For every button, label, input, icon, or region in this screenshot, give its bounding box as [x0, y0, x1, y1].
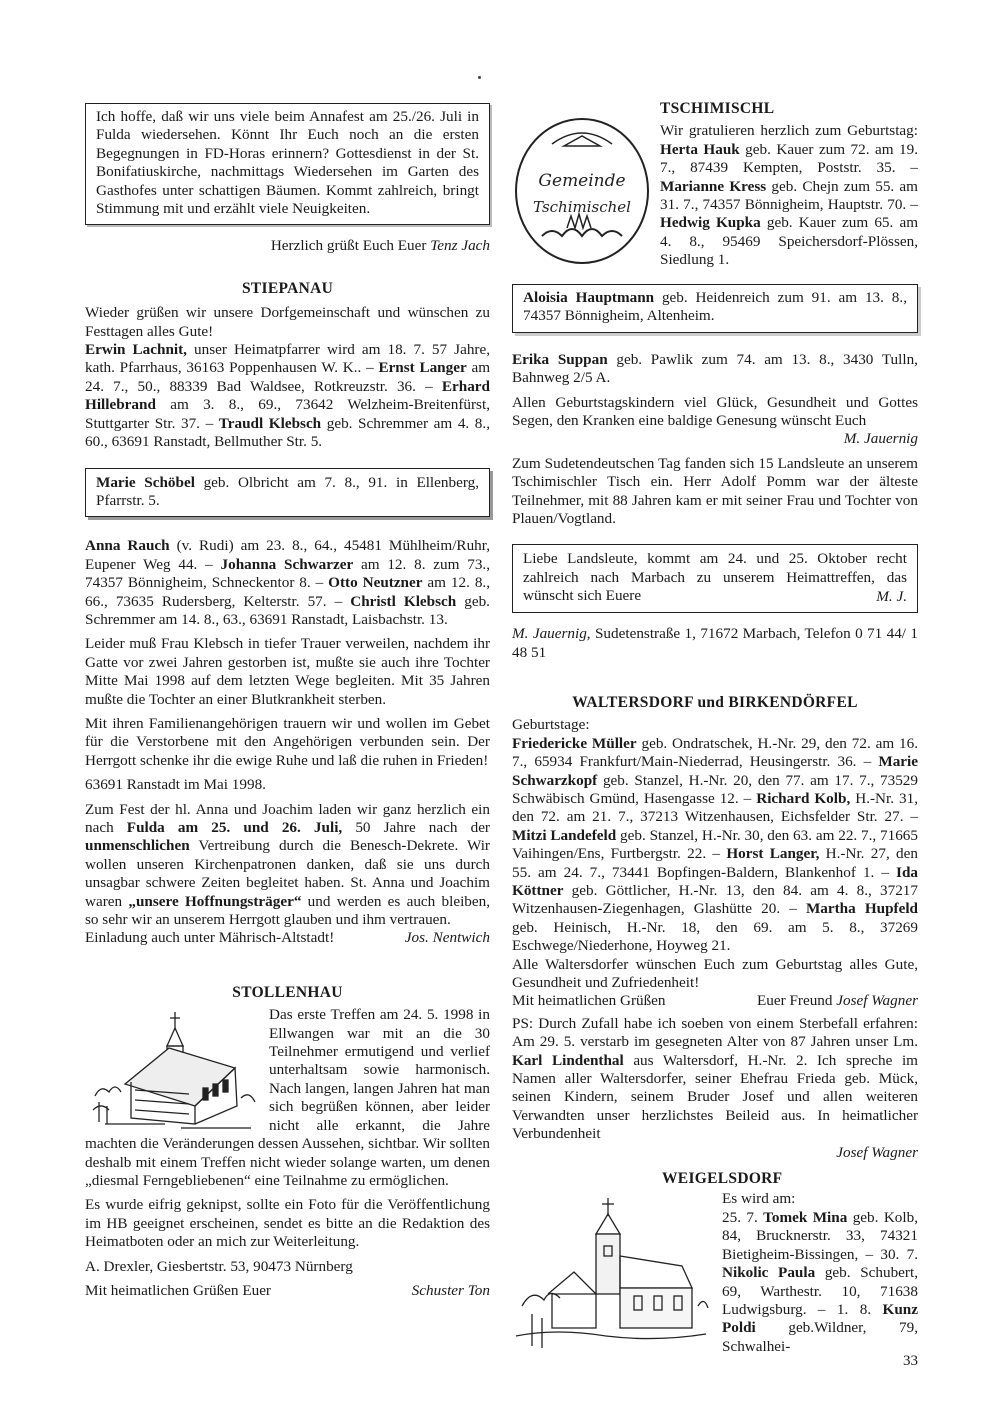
chapel-illustration [85, 1006, 263, 1134]
church-sketch-icon [512, 1196, 712, 1356]
person-name: Martha Hupfeld [805, 900, 918, 918]
weigelsdorf-text [662, 1170, 918, 1356]
person-name: Herta Hauk [660, 140, 740, 158]
stollenhau-photo-request: Es wurde eifrig geknipst, sollte ein Foto für die Veröffentlichung im HB geeignet erscheinen, sendet es bitte an die Redaktion des Heimatboten oder an mich zur Weiterleitung. [85, 1196, 490, 1251]
fulda-author: Tenz Jach [430, 237, 490, 255]
text-run: geb. Schremmer am 14. 8., 63., 63691 Ranstadt, Laisbachstr. 13. [85, 592, 490, 628]
text-run: geb. Pawlik zum 74. am 13. 8., 3430 Tulln, Bahnweg 2/5 A. [512, 350, 918, 387]
stiepanau-place-date: 63691 Ranstadt im Mai 1998. [85, 776, 266, 794]
text-run: geb. Schubert, 69, Warthestr. 10, 71638 Ludwigsburg. – 1. 8. [722, 1264, 918, 1318]
person-name: Erika Suppan [512, 350, 608, 368]
person-name: Marianne Kress [660, 177, 767, 195]
person-name: Ernst Langer [378, 359, 467, 377]
waltersdorf-birthdays [512, 735, 918, 956]
stollenhau-meeting-report: Das erste Treffen am 24. 5. 1998 in Ellwangen war mit an die 30 Teilnehmer ermutigend und verlief unterhaltsam sowie harmonisch. Nach langen, langen Jahren hat man sich begrüßen können, aber leider nicht alle erkannt, die Jahre machten die Veränderungen dessen Aussehen, sichtbar. Wir sollten deshalb mit einem Treffen nicht wieder solange warten, um denen „diesmal Ferngebliebenen“ eine Teilnahme zu ermöglichen. [85, 1006, 490, 1189]
text-run: geb. Kauer zum 65. am 4. 8., 95469 Speichersdorf-Plössen, Siedlung 1. [660, 214, 919, 269]
person-name: Anna Rauch [85, 537, 170, 555]
person-name: Johanna Schwarzer [220, 555, 354, 573]
person-name: unmenschlichen [85, 837, 190, 855]
person-name: Fulda am 25. und 26. Juli, [126, 819, 343, 836]
stiepanau-birthdays-1 [85, 341, 490, 451]
text-run: geb. Ondratschek, H.-Nr. 29, den 72. am 16. 7., 65934 Frankfurt/Main-Niederrad, Heusingerstr. 36. – [512, 734, 918, 771]
text-run: Vertreibung durch die Benesch-Dekrete. Wir wollen unseren Kirchenpatronen danken, daß sie uns durch unsagbar schwere Zeiten begleitet haben. St. Anna und Joachim waren [85, 837, 490, 910]
stiepanau-author: Jos. Nentwich [404, 929, 490, 947]
section-title-weigelsdorf: WEIGELSDORF [662, 1170, 783, 1188]
text-run: 25. 7. [722, 1208, 764, 1226]
weigelsdorf-birthdays [722, 1209, 918, 1356]
contact-name: M. Jauernig, [512, 625, 591, 643]
waltersdorf-signoff: Euer Freund Josef Wagner [757, 992, 918, 1010]
waltersdorf-signature-row [512, 992, 918, 1010]
stollenhau-author: Schuster Ton [411, 1281, 490, 1299]
text-run: geb. Heinisch, H.-Nr. 18, den 69. am 5. 8., 37269 Eschwege/Niederhone, Hoyweg 21. [512, 918, 918, 955]
left-column [85, 103, 490, 1300]
text-run: geb. Heidenreich zum 91. am 13. 8., 74357 Bönnigheim, Altenheim. [523, 289, 907, 325]
tschimischl-meeting-author: M. J. [876, 587, 907, 605]
person-name: Horst Langer, [726, 845, 820, 863]
stiepanau-birthdays-2 [85, 537, 490, 629]
speck-dot [478, 76, 481, 79]
person-name: Aloisia Hauptmann [523, 289, 655, 306]
text-run: am 24. 7., 50., 88339 Bad Waldsee, Rotkreuzstr. 36. – [85, 359, 491, 395]
text-run: geb. Stanzel, H.-Nr. 20, den 77. am 17. 7., 73529 Schwäbisch Gmünd, Hasengasse 12. – [512, 771, 918, 807]
tschimischl-wishes-author: M. Jauernig [843, 430, 918, 448]
person-name: Traudl Klebsch [218, 414, 322, 432]
person-name: Richard Kolb, [756, 789, 851, 807]
text-run: 50 Jahre nach der [342, 819, 490, 836]
text-run: geb. Stanzel, H.-Nr. 30, den 63. am 22. 7., 71665 Vaihingen/Ens, Furtbergstr. 22. – [512, 826, 918, 863]
text-run: aus Waltersdorf, H.-Nr. 2. Ich spreche im Namen aller Waltersdorfer, seiner Ehefrau Frieda geb. Mück, seinen Kindern, seinem Bruder Josef und allen weiteren Verwandten unser herzlichstes Beileid aus. In heimatlicher Verbundenheit [512, 1051, 918, 1143]
tschimischl-meeting-box [512, 544, 918, 613]
stiepanau-fulda-invite [85, 801, 490, 930]
tschimischl-sudeten-day: Zum Sudetendeutschen Tag fanden sich 15 Landsleute an unserem Tschimischler Tisch ein. Herr Adolf Pomm war der älteste Teilnehmer, mit 88 Jahren kam er mit seiner Frau und Tochter von Plauen/Vogtland. [512, 454, 918, 528]
chapel-sketch-icon [85, 1006, 263, 1134]
text-run: geb. Olbricht am 7. 8., 91. in Ellenberg, Pfarrstr. 5. [96, 473, 479, 509]
person-name: Kunz Poldi [722, 1300, 918, 1337]
tschimischl-text [660, 100, 918, 270]
tschimischl-highlight-text [523, 289, 907, 326]
waltersdorf-obituary [512, 1015, 918, 1144]
text-run: geb.Wildner, 79, Schwalhei- [722, 1319, 918, 1355]
tschimischl-contact [512, 625, 918, 662]
tschimischl-highlight-box [512, 284, 918, 333]
text-run: Zum Fest der hl. Anna und Joachim laden wir ganz herzlich ein nach [85, 800, 490, 836]
text-run: am 3. 8., 69., 73642 Welzheim-Breitenfürst, Stuttgarter Str. 37. – [85, 396, 490, 432]
person-name: Erwin Lachnit, [85, 341, 187, 359]
tschimischl-birthdays [660, 122, 918, 269]
person-name: Mitzi Landefeld [512, 826, 617, 844]
section-title-stollenhau: STOLLENHAU [232, 983, 343, 1001]
person-name: Friedericke Müller [512, 734, 637, 752]
seal-text-line2: Tschimischel [533, 198, 631, 216]
waltersdorf-greeting: Mit heimatlichen Grüßen [512, 992, 666, 1010]
text-run: (v. Rudi) am 23. 8., 64., 45481 Mühlheim/Ruhr, Eupener Weg 44. – [85, 537, 490, 573]
stiepanau-signature-row [85, 929, 490, 947]
person-name: Hedwig Kupka [660, 214, 761, 232]
waltersdorf-label: Geburtstage: [512, 716, 590, 734]
tschimischl-birthday-suppan [512, 351, 918, 388]
text-run: geb. Schremmer am 4. 8., 60., 63691 Ranstadt, Bellmuther Str. 5. [85, 414, 490, 451]
person-name: Tomek Mina [763, 1208, 848, 1226]
contact-address: Sudetenstraße 1, 71672 Marbach, Telefon 0 71 44/ 1 48 51 [512, 625, 918, 661]
person-name: Marie Schöbel [96, 473, 195, 491]
stiepanau-highlight-text [96, 474, 479, 511]
text-run: geb. Kolb, 84, Brucknerstr. 33, 74321 Bietigheim-Bissingen, – 30. 7. [722, 1208, 918, 1263]
section-title-waltersdorf: WALTERSDORF und BIRKENDÖRFEL [572, 693, 858, 711]
text-run: geb. Kauer zum 72. am 19. 7., 87439 Kempten, Poststr. 35. – [660, 140, 919, 177]
church-illustration [512, 1196, 712, 1356]
person-name: Karl Lindenthal [512, 1051, 624, 1069]
stollenhau-address: A. Drexler, Giesbertstr. 53, 90473 Nürnberg [85, 1257, 353, 1275]
weigelsdorf-intro: Es wird am: [722, 1190, 796, 1208]
waltersdorf-obituary-author: Josef Wagner [836, 1143, 918, 1161]
text-run: H.-Nr. 31, den 72. am 21. 7., 37213 Witzenhausen, Eichsfelder Str. 27. – [512, 789, 918, 826]
gemeinde-seal [512, 116, 652, 266]
stiepanau-intro: Wieder grüßen wir unsere Dorfgemeinschaft und wünschen zu Festtagen alles Gute! [85, 304, 490, 340]
person-name: Nikolic Paula [722, 1264, 816, 1282]
page-number: 33 [903, 1353, 918, 1369]
tschimischl-meeting-text: Liebe Landsleute, kommt am 24. und 25. Oktober recht zahlreich nach Marbach zu unserem Heimattreffen, das wünscht sich Euere [523, 550, 907, 605]
stollenhau-signature-row [85, 1282, 490, 1300]
seal-text-line1: Gemeinde [538, 171, 626, 191]
person-name: Otto Neutzner [328, 574, 423, 592]
waltersdorf-author: Josef Wagner [836, 992, 918, 1010]
municipal-seal-icon [512, 116, 652, 266]
tschimischl-header-block [512, 100, 918, 270]
fulda-signature: Herzlich grüßt Euch Euer Tenz Jach [270, 237, 490, 255]
person-name: „unsere Hoffnungsträger“ [128, 892, 302, 910]
fulda-invitation-box [85, 103, 490, 225]
section-title-tschimischl: TSCHIMISCHL [660, 100, 775, 117]
person-name: Marie Schwarzkopf [512, 753, 918, 789]
stiepanau-altstadt-note: Einladung auch unter Mährisch-Altstadt! [85, 929, 335, 947]
text-run: Wir gratulieren herzlich zum Geburtstag: [660, 122, 918, 140]
right-column [512, 100, 918, 1360]
stiepanau-condolence: Leider muß Frau Klebsch in tiefer Trauer verweilen, nachdem ihr Gatte vor zwei Jahren gestorben ist, mußte sie auch ihre Tochter Mitte Mai 1998 auf dem letzten Wege begleiten. Mit 35 Jahren mußte die Tochter an einer Blutkrankheit sterben. [85, 635, 490, 708]
weigelsdorf-block [512, 1170, 918, 1360]
person-name: Ida Köttner [512, 863, 918, 899]
text-run: am 12. 8. zum 73., 74357 Bönnigheim, Schneckentor 8. – [85, 555, 491, 592]
text-run: und werden es auch bleiben, so sehr wir an unserem Herrgott glauben und ihm vertrauen. [85, 892, 491, 929]
text-run: geb. Göttlicher, H.-Nr. 13, den 84. am 4. 8., 37217 Witzenhausen-Ziegenhagen, Glashütte 20. – [512, 881, 918, 918]
text-run: am 12. 8., 66., 73635 Rudersberg, Kelterstr. 57. – [85, 574, 491, 610]
fulda-invitation-text: Ich hoffe, daß wir uns viele beim Annafest am 25./26. Juli in Fulda wiedersehen. Könnt Ihr Euch noch an die ersten Begegnungen in FD-Horas erinnern? Gottesdienst in der St. Bonifatiuskirche, nachmittags Wiedersehen im Garten des Gasthofes unter schattigen Bäumen. Kommt zahlreich, bringt Stimmung mit und erzählt viele Neuigkeiten. [96, 108, 479, 218]
text-run: unser Heimatpfarrer wird am 18. 7. 57 Jahre, kath. Pfarrhaus, 36163 Poppenhausen W. K.. – [85, 341, 491, 377]
stollenhau-greeting: Mit heimatlichen Grüßen Euer [85, 1281, 271, 1299]
person-name: Erhard Hillebrand [85, 377, 490, 414]
text-run: H.-Nr. 27, den 55. am 24. 7., 73441 Bopfingen-Baldern, Blankenhof 1. – [512, 845, 918, 881]
text-run: geb. Chejn zum 55. am 31. 7., 74357 Bönnigheim, Hauptstr. 70. – [660, 177, 918, 214]
section-title-stiepanau: STIEPANAU [241, 279, 334, 297]
tschimischl-wishes: Allen Geburtstagskindern viel Glück, Gesundheit und Gottes Segen, den Kranken eine baldige Genesung wünscht Euch [512, 393, 918, 430]
stiepanau-prayer: Mit ihren Familienangehörigen trauern wir und wollen im Gebet für die Verstorbene mit den Angehörigen verbunden sein. Der Herrgott schenke ihr die ewige Ruhe und laß die ruhen in Frieden! [85, 714, 490, 769]
text-run: PS: Durch Zufall habe ich soeben von einem Sterbefall erfahren: Am 29. 5. verstarb im gesegneten Alter von 87 Jahren unser Lm. [512, 1014, 918, 1051]
waltersdorf-wishes: Alle Waltersdorfer wünschen Euch zum Geburtstag alles Gute, Gesundheit und Zufriedenheit! [512, 955, 918, 991]
stiepanau-highlight-box [85, 468, 490, 518]
person-name: Christl Klebsch [350, 592, 457, 610]
